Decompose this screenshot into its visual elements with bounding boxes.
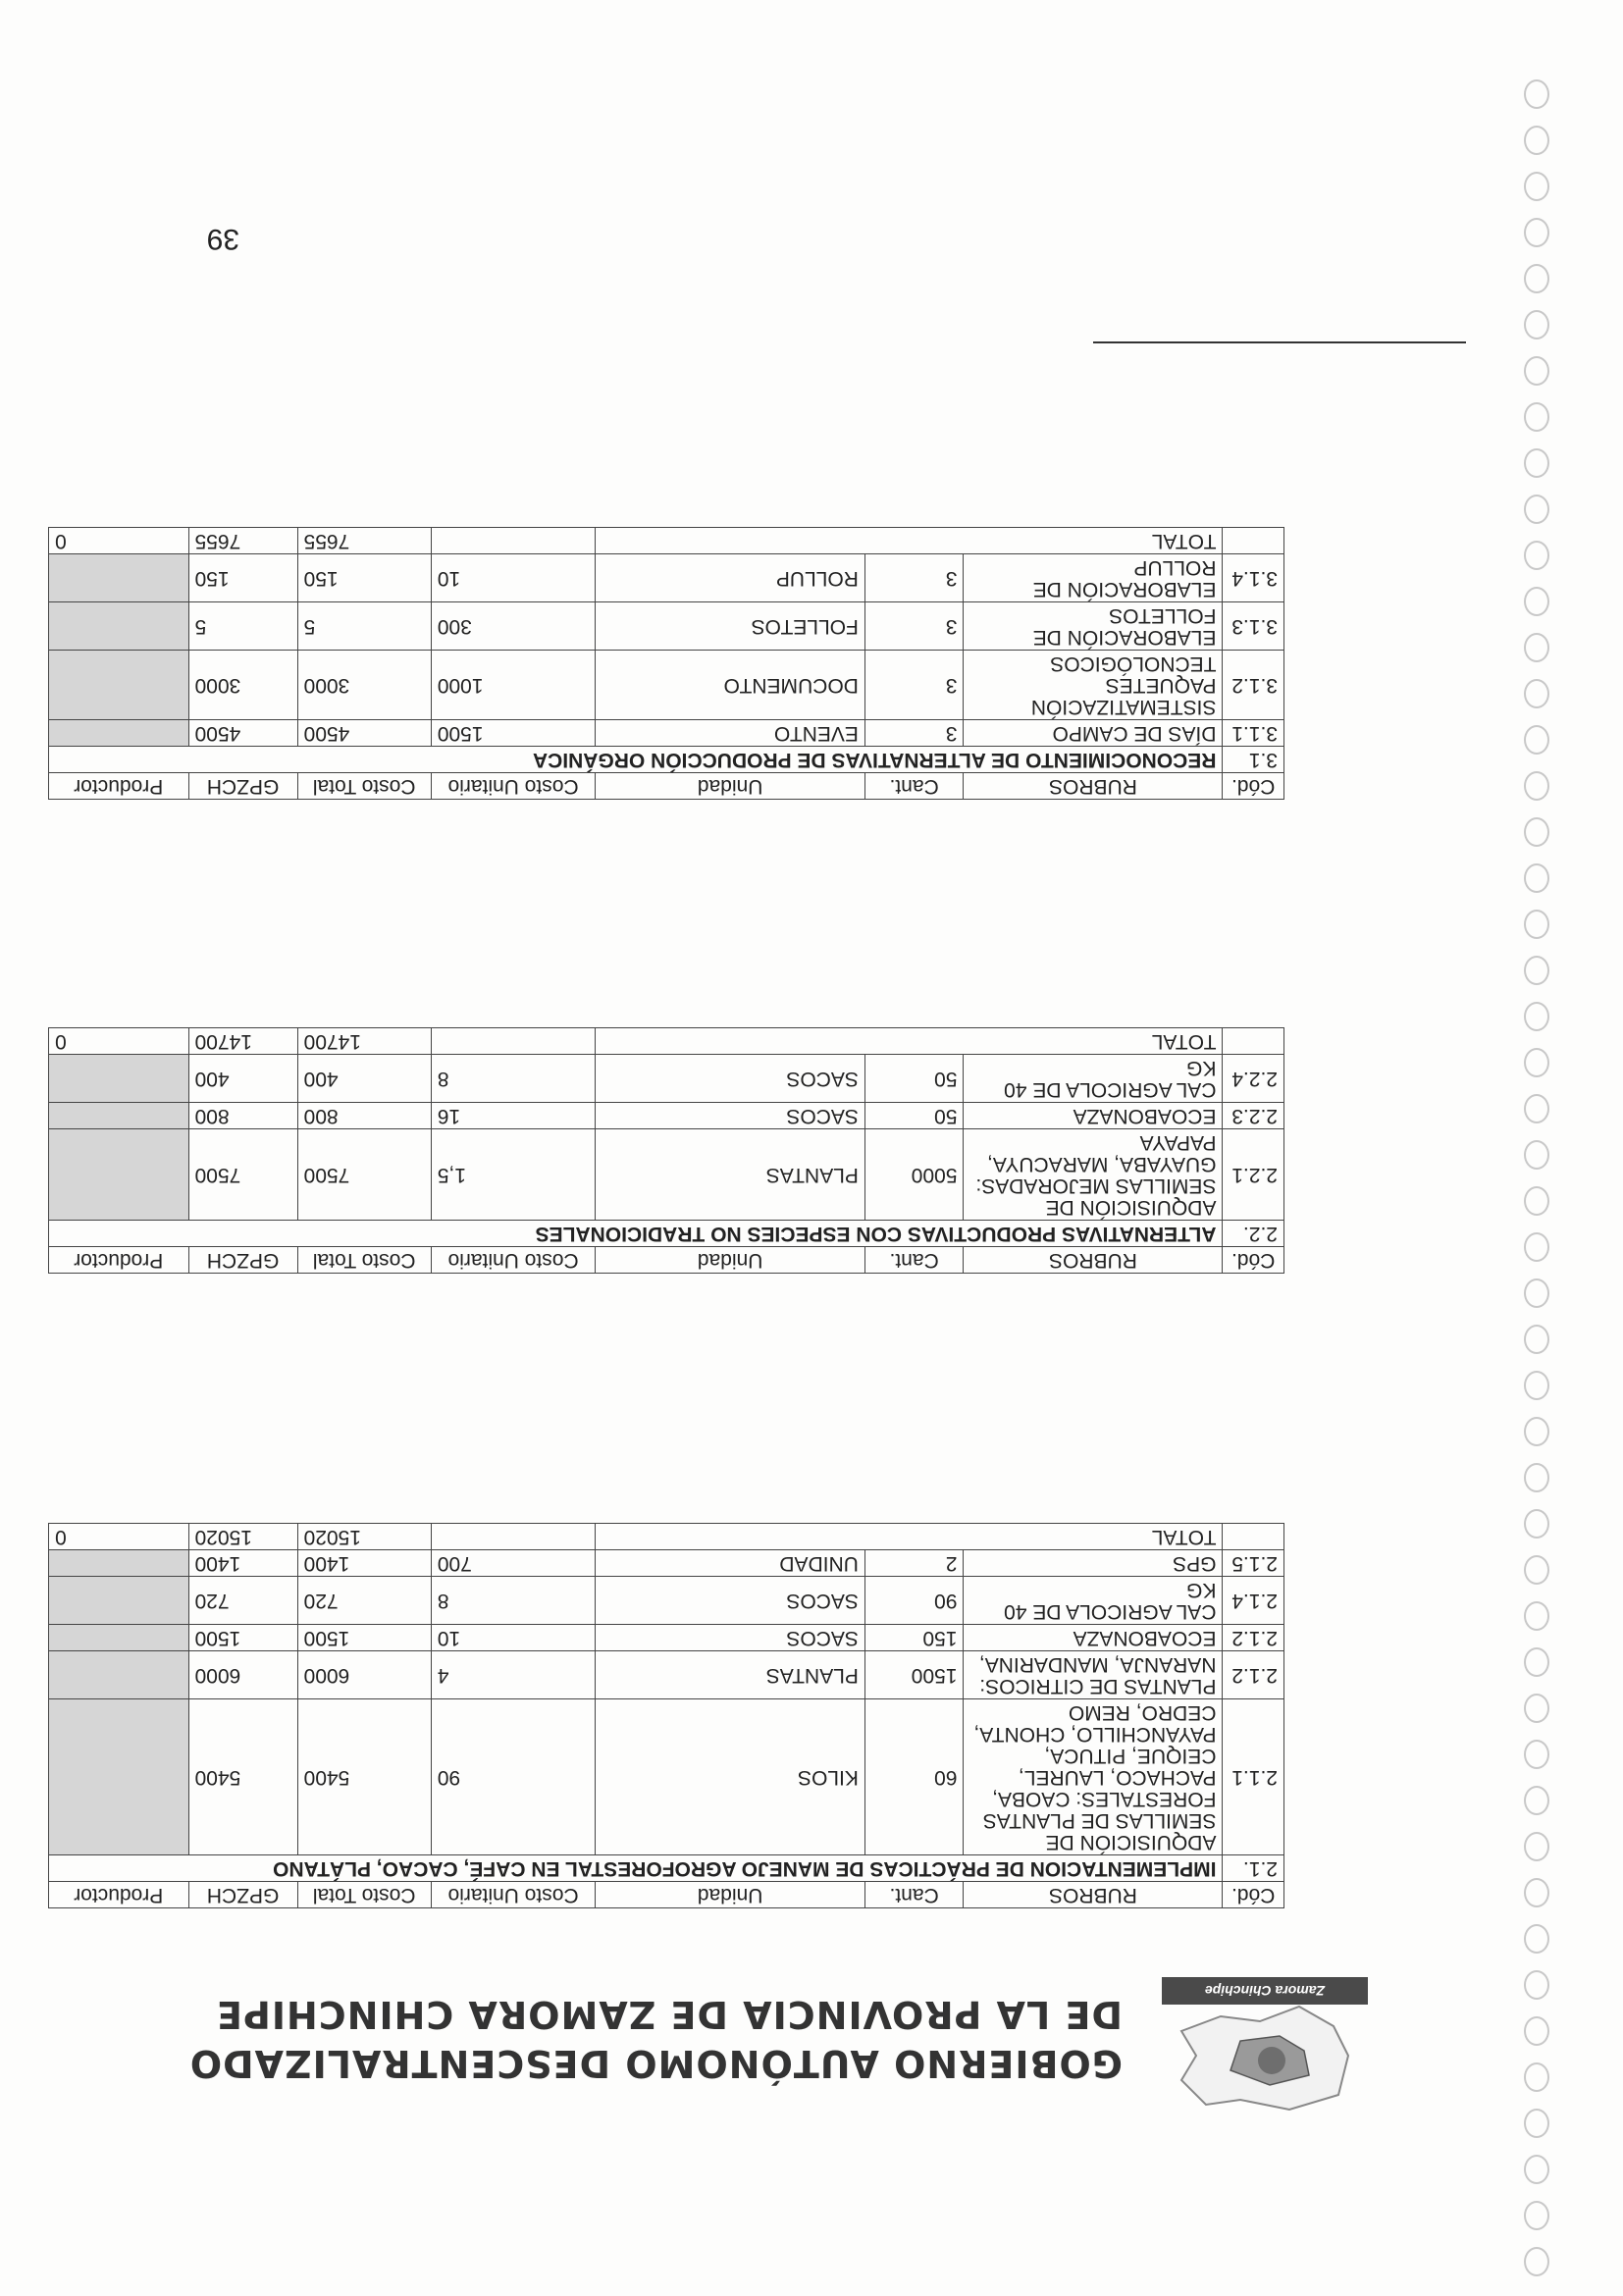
binder-hole xyxy=(1524,2155,1549,2184)
binder-hole xyxy=(1524,725,1549,755)
cell-rubro: DÍAS DE CAMPO xyxy=(964,720,1223,747)
cell-productor xyxy=(49,1625,189,1651)
cell-cod: 3.1.3 xyxy=(1223,602,1284,651)
binder-hole xyxy=(1524,541,1549,570)
table-header-row xyxy=(49,773,1284,800)
table-row xyxy=(49,1625,1284,1651)
cell-cod: 2.1.2 xyxy=(1223,1651,1284,1699)
page-number: 39 xyxy=(206,223,239,255)
col-cod: Cód. xyxy=(1223,773,1284,800)
logo-text: Zamora Chinchipe xyxy=(1204,1983,1326,1999)
binder-hole xyxy=(1524,587,1549,616)
cell-costo-unitario: 1500 xyxy=(431,720,596,747)
col-unidad: Unidad xyxy=(596,773,864,800)
cell-productor xyxy=(49,1129,189,1221)
cell-cant: 90 xyxy=(864,1577,964,1625)
binder-hole xyxy=(1524,1601,1549,1631)
col-costo-unitario: Costo Unitario xyxy=(431,1247,596,1274)
col-rubros: RUBROS xyxy=(964,1247,1223,1274)
cell-costo-unitario: 8 xyxy=(431,1577,596,1625)
binder-holes xyxy=(1510,20,1549,2276)
cell-costo-total: 720 xyxy=(297,1577,431,1625)
binder-hole xyxy=(1524,1278,1549,1308)
cell-productor xyxy=(49,1550,189,1577)
cell-gpzch: 7500 xyxy=(188,1129,297,1221)
col-unidad: Unidad xyxy=(596,1882,864,1908)
org-name-line2: DE LA PROVINCIA DE ZAMORA CHINCHIPE xyxy=(216,1993,1123,2036)
cell-productor xyxy=(49,1577,189,1625)
total-gpzch: 7655 xyxy=(188,528,297,554)
cell-costo-unitario: 8 xyxy=(431,1055,596,1103)
cell-costo-total: 1500 xyxy=(297,1625,431,1651)
binder-hole xyxy=(1524,956,1549,985)
col-costo-unitario: Costo Unitario xyxy=(431,773,596,800)
cell-rubro: GPS xyxy=(964,1550,1223,1577)
cell-cod: 3.1.1 xyxy=(1223,720,1284,747)
section-row xyxy=(49,1221,1284,1247)
binder-hole xyxy=(1524,1740,1549,1769)
cell-productor xyxy=(49,651,189,720)
col-costo-total: Costo Total xyxy=(297,773,431,800)
table-row xyxy=(49,651,1284,720)
cell-costo-unitario: 300 xyxy=(431,602,596,651)
binder-hole xyxy=(1524,356,1549,386)
table-row xyxy=(49,1550,1284,1577)
binder-hole xyxy=(1524,1878,1549,1907)
total-empty xyxy=(431,528,596,554)
cell-costo-unitario: 700 xyxy=(431,1550,596,1577)
cell-cod: 2.2.3 xyxy=(1223,1103,1284,1129)
table-row xyxy=(49,1651,1284,1699)
total-label: TOTAL xyxy=(596,528,1223,554)
col-costo-total: Costo Total xyxy=(297,1882,431,1908)
cell-rubro: CAL AGRICOLA DE 40 KG xyxy=(964,1577,1223,1625)
section-title: ALTERNATIVAS PRODUCTIVAS CON ESPECIES NO TRADICIONALES xyxy=(49,1221,1223,1247)
binder-hole xyxy=(1524,1325,1549,1354)
cell-costo-unitario: 4 xyxy=(431,1651,596,1699)
col-cant: Cant. xyxy=(864,773,964,800)
binder-hole xyxy=(1524,1002,1549,1031)
binder-hole xyxy=(1524,402,1549,432)
binder-hole xyxy=(1524,172,1549,201)
cell-rubro: ADQUISICIÓN DE SEMILLAS MEJORADAS: GUAYABA, MARACUYA, PAPAYA xyxy=(964,1129,1223,1221)
cell-productor xyxy=(49,1699,189,1855)
cell-gpzch: 720 xyxy=(188,1577,297,1625)
col-cod: Cód. xyxy=(1223,1247,1284,1274)
cell-gpzch: 5400 xyxy=(188,1699,297,1855)
cell-unidad: SACOS xyxy=(596,1055,864,1103)
section-title: IMPLEMENTACION DE PRÁCTICAS DE MANEJO AGROFORESTAL EN CAFÉ, CACAO, PLÁTANO xyxy=(49,1855,1223,1882)
table-row xyxy=(49,602,1284,651)
total-productor: 0 xyxy=(49,528,189,554)
cell-cod: 2.1.1 xyxy=(1223,1699,1284,1855)
cell-rubro: PLANTAS DE CITRICOS: NARANJA, MANDARINA, xyxy=(964,1651,1223,1699)
logo-banner xyxy=(1162,1977,1368,2005)
cell-costo-unitario: 1000 xyxy=(431,651,596,720)
col-productor: Productor xyxy=(49,773,189,800)
cell-productor xyxy=(49,720,189,747)
cell-costo-total: 400 xyxy=(297,1055,431,1103)
total-empty xyxy=(431,1028,596,1055)
cell-cant: 3 xyxy=(864,554,964,602)
cell-cant: 3 xyxy=(864,720,964,747)
cell-unidad: PLANTAS xyxy=(596,1129,864,1221)
binder-hole xyxy=(1524,1786,1549,1815)
total-row xyxy=(49,528,1284,554)
cell-cod: 3.1.2 xyxy=(1223,651,1284,720)
cell-costo-unitario: 16 xyxy=(431,1103,596,1129)
cell-unidad: PLANTAS xyxy=(596,1651,864,1699)
table-agroforestal xyxy=(48,1523,1284,1908)
total-gpzch: 14700 xyxy=(188,1028,297,1055)
binder-hole xyxy=(1524,1924,1549,1954)
cell-cant: 50 xyxy=(864,1103,964,1129)
total-label: TOTAL xyxy=(596,1524,1223,1550)
binder-hole xyxy=(1524,1509,1549,1539)
cell-productor xyxy=(49,1651,189,1699)
binder-hole xyxy=(1524,1417,1549,1446)
cell-gpzch: 1400 xyxy=(188,1550,297,1577)
binder-hole xyxy=(1524,448,1549,478)
cell-cod: 2.2.4 xyxy=(1223,1055,1284,1103)
total-empty xyxy=(1223,1524,1284,1550)
table-row xyxy=(49,1103,1284,1129)
total-productor: 0 xyxy=(49,1028,189,1055)
binder-hole xyxy=(1524,1463,1549,1492)
cell-cod: 2.1.5 xyxy=(1223,1550,1284,1577)
cell-costo-unitario: 90 xyxy=(431,1699,596,1855)
total-row xyxy=(49,1028,1284,1055)
col-gpzch: GPZCH xyxy=(188,773,297,800)
total-row xyxy=(49,1524,1284,1550)
table-produccion-organica xyxy=(48,527,1284,800)
table-row xyxy=(49,1577,1284,1625)
binder-hole xyxy=(1524,2109,1549,2138)
cell-unidad: SACOS xyxy=(596,1577,864,1625)
cell-costo-total: 1400 xyxy=(297,1550,431,1577)
cell-costo-unitario: 10 xyxy=(431,1625,596,1651)
cell-cant: 1500 xyxy=(864,1651,964,1699)
table-header-row xyxy=(49,1247,1284,1274)
cell-cod: 3.1.4 xyxy=(1223,554,1284,602)
binder-hole xyxy=(1524,2201,1549,2230)
cell-gpzch: 6000 xyxy=(188,1651,297,1699)
total-costo-total: 15020 xyxy=(297,1524,431,1550)
binder-hole xyxy=(1524,1094,1549,1123)
section-title: RECONOCIMIENTO DE ALTERNATIVAS DE PRODUCCIÓN ORGÁNICA xyxy=(49,747,1223,773)
col-productor: Productor xyxy=(49,1247,189,1274)
cell-gpzch: 1500 xyxy=(188,1625,297,1651)
cell-rubro: ADQUISICIÓN DE SEMILLAS DE PLANTAS FORESTALES: CAOBA, PACHACO, LAUREL, CEIQUE, PITUCA, PAYANCHILLO, CHONTA, CEDRO, REMO xyxy=(964,1699,1223,1855)
org-name-line1: GOBIERNO AUTÓNOMO DESCENTRALIZADO xyxy=(188,2042,1123,2085)
col-productor: Productor xyxy=(49,1882,189,1908)
col-costo-unitario: Costo Unitario xyxy=(431,1882,596,1908)
binder-hole xyxy=(1524,2016,1549,2046)
binder-hole xyxy=(1524,633,1549,662)
cell-rubro: CAL AGRICOLA DE 40 KG xyxy=(964,1055,1223,1103)
cell-productor xyxy=(49,1055,189,1103)
cell-cant: 3 xyxy=(864,602,964,651)
cell-cant: 50 xyxy=(864,1055,964,1103)
cell-gpzch: 3000 xyxy=(188,651,297,720)
binder-hole xyxy=(1524,79,1549,109)
binder-hole xyxy=(1524,1970,1549,2000)
cell-costo-total: 4500 xyxy=(297,720,431,747)
binder-hole xyxy=(1524,1555,1549,1585)
provincial-logo xyxy=(1152,1977,1378,2114)
col-gpzch: GPZCH xyxy=(188,1247,297,1274)
cell-productor xyxy=(49,1103,189,1129)
cell-unidad: SACOS xyxy=(596,1103,864,1129)
cell-unidad: ROLLUP xyxy=(596,554,864,602)
map-emblem-icon xyxy=(1152,2002,1378,2114)
col-rubros: RUBROS xyxy=(964,1882,1223,1908)
cell-productor xyxy=(49,554,189,602)
table-row xyxy=(49,1699,1284,1855)
binder-hole xyxy=(1524,310,1549,339)
cell-unidad: DOCUMENTO xyxy=(596,651,864,720)
cell-cant: 3 xyxy=(864,651,964,720)
col-cant: Cant. xyxy=(864,1882,964,1908)
cell-cant: 2 xyxy=(864,1550,964,1577)
binder-hole xyxy=(1524,2062,1549,2092)
cell-cod: 2.1.4 xyxy=(1223,1577,1284,1625)
binder-hole xyxy=(1524,218,1549,247)
cell-costo-total: 7500 xyxy=(297,1129,431,1221)
table-row xyxy=(49,720,1284,747)
cell-cant: 150 xyxy=(864,1625,964,1651)
binder-hole xyxy=(1524,910,1549,939)
binder-hole xyxy=(1524,1186,1549,1216)
cell-unidad: EVENTO xyxy=(596,720,864,747)
table-row xyxy=(49,1055,1284,1103)
cell-rubro: ECOABONAZA xyxy=(964,1103,1223,1129)
cell-unidad: FOLLETOS xyxy=(596,602,864,651)
table-row xyxy=(49,1129,1284,1221)
letterhead xyxy=(102,1977,1378,2114)
cell-gpzch: 4500 xyxy=(188,720,297,747)
binder-hole xyxy=(1524,1694,1549,1723)
cell-rubro: ELABORACIÓN DE FOLLETOS xyxy=(964,602,1223,651)
col-rubros: RUBROS xyxy=(964,773,1223,800)
cell-rubro: ECOABONAZA xyxy=(964,1625,1223,1651)
total-costo-total: 7655 xyxy=(297,528,431,554)
cell-costo-total: 3000 xyxy=(297,651,431,720)
cell-rubro: SISTEMATIZACIÓN PAQUETES TECNOLÓGICOS xyxy=(964,651,1223,720)
section-code: 2.2. xyxy=(1223,1221,1284,1247)
total-productor: 0 xyxy=(49,1524,189,1550)
signature-line xyxy=(1093,341,1466,343)
cell-gpzch: 400 xyxy=(188,1055,297,1103)
binder-hole xyxy=(1524,495,1549,524)
total-gpzch: 15020 xyxy=(188,1524,297,1550)
binder-hole xyxy=(1524,863,1549,893)
col-cant: Cant. xyxy=(864,1247,964,1274)
total-empty xyxy=(1223,1028,1284,1055)
cell-costo-total: 5 xyxy=(297,602,431,651)
cell-unidad: KILOS xyxy=(596,1699,864,1855)
cell-cant: 5000 xyxy=(864,1129,964,1221)
binder-hole xyxy=(1524,2247,1549,2276)
cell-gpzch: 150 xyxy=(188,554,297,602)
col-gpzch: GPZCH xyxy=(188,1882,297,1908)
binder-hole xyxy=(1524,126,1549,155)
binder-hole xyxy=(1524,1371,1549,1400)
cell-costo-total: 5400 xyxy=(297,1699,431,1855)
total-label: TOTAL xyxy=(596,1028,1223,1055)
table-row xyxy=(49,554,1284,602)
cell-gpzch: 5 xyxy=(188,602,297,651)
binder-hole xyxy=(1524,679,1549,708)
table-header-row xyxy=(49,1882,1284,1908)
section-row xyxy=(49,747,1284,773)
section-code: 2.1. xyxy=(1223,1855,1284,1882)
cell-costo-total: 150 xyxy=(297,554,431,602)
binder-hole xyxy=(1524,264,1549,293)
binder-hole xyxy=(1524,1647,1549,1677)
cell-unidad: SACOS xyxy=(596,1625,864,1651)
cell-cod: 2.1.2 xyxy=(1223,1625,1284,1651)
total-empty xyxy=(1223,528,1284,554)
binder-hole xyxy=(1524,1140,1549,1170)
cell-cod: 2.2.1 xyxy=(1223,1129,1284,1221)
binder-hole xyxy=(1524,771,1549,801)
binder-hole xyxy=(1524,817,1549,847)
cell-costo-total: 6000 xyxy=(297,1651,431,1699)
table-alternativas xyxy=(48,1027,1284,1274)
cell-unidad: UNIDAD xyxy=(596,1550,864,1577)
total-costo-total: 14700 xyxy=(297,1028,431,1055)
section-row xyxy=(49,1855,1284,1882)
binder-hole xyxy=(1524,1048,1549,1077)
cell-costo-unitario: 10 xyxy=(431,554,596,602)
section-code: 3.1 xyxy=(1223,747,1284,773)
col-cod: Cód. xyxy=(1223,1882,1284,1908)
binder-hole xyxy=(1524,1232,1549,1262)
binder-hole xyxy=(1524,1832,1549,1861)
cell-costo-unitario: 1,5 xyxy=(431,1129,596,1221)
cell-gpzch: 800 xyxy=(188,1103,297,1129)
total-empty xyxy=(431,1524,596,1550)
cell-productor xyxy=(49,602,189,651)
cell-rubro: ELABORACIÓN DE ROLLUP xyxy=(964,554,1223,602)
cell-cant: 60 xyxy=(864,1699,964,1855)
cell-costo-total: 800 xyxy=(297,1103,431,1129)
col-unidad: Unidad xyxy=(596,1247,864,1274)
col-costo-total: Costo Total xyxy=(297,1247,431,1274)
